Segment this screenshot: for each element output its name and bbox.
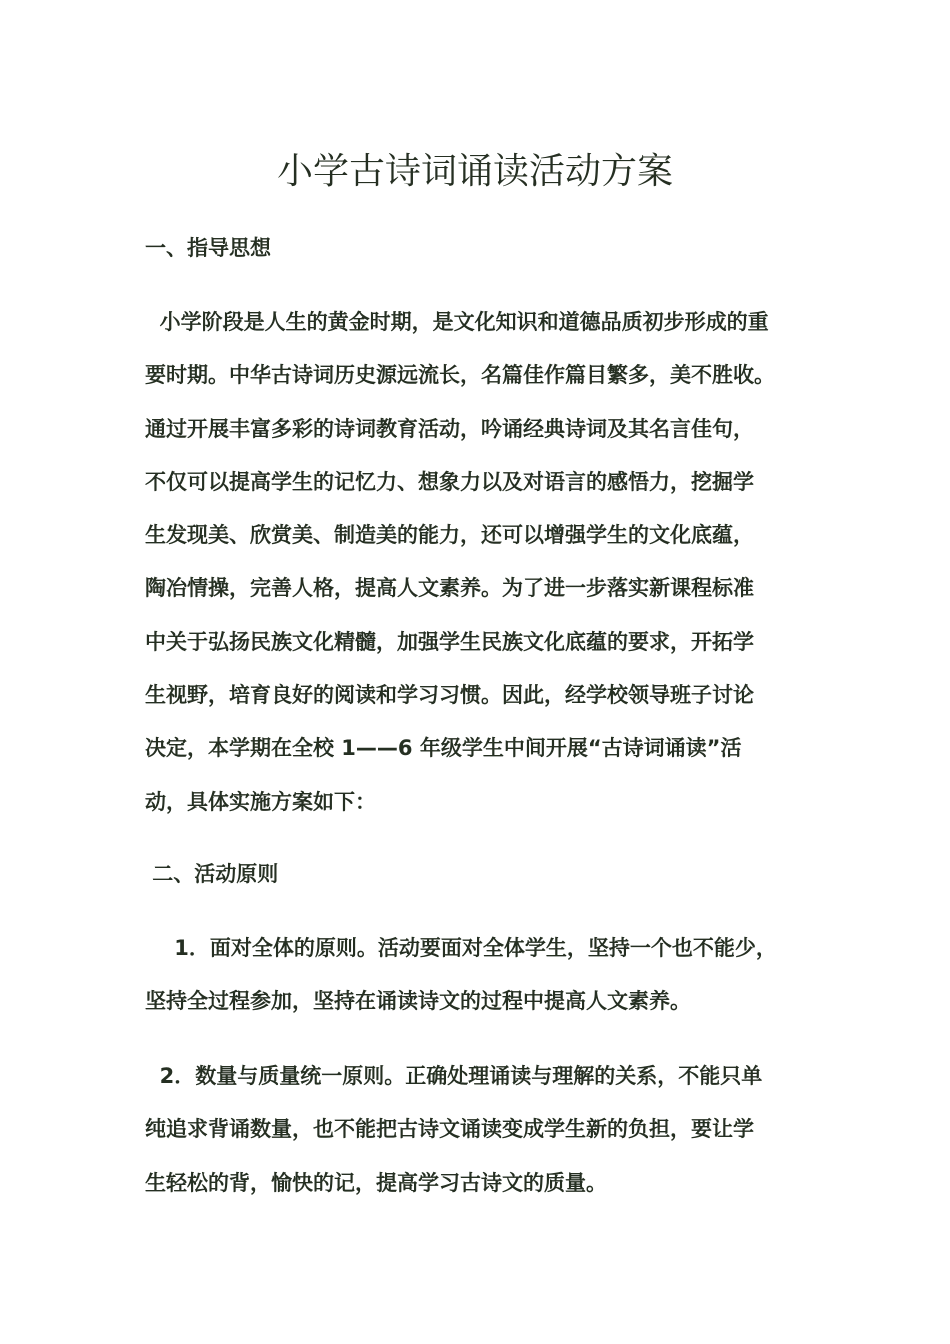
paragraph-line: 陶冶情操，完善人格，提高人文素养。为了进一步落实新课程标准 <box>145 576 754 601</box>
section-heading-guiding-ideology: 一、指导思想 <box>145 236 271 260</box>
document-title: 小学古诗词诵读活动方案 <box>276 151 673 192</box>
paragraph-line: 动，具体实施方案如下： <box>145 789 376 814</box>
paragraph-line: 不仅可以提高学生的记忆力、想象力以及对语言的感悟力，挖掘学 <box>145 469 754 494</box>
paragraph-line: 生视野，培育良好的阅读和学习习惯。因此，经学校领导班子讨论 <box>145 683 754 708</box>
paragraph-line: 生发现美、欣赏美、制造美的能力，还可以增强学生的文化底蕴， <box>145 523 754 548</box>
paragraph-line: 生轻松的背，愉快的记，提高学习古诗文的质量。 <box>145 1170 607 1195</box>
paragraph-line: 2．数量与质量统一原则。正确处理诵读与理解的关系，不能只单 <box>145 1064 763 1088</box>
paragraph-guiding-ideology <box>145 296 805 829</box>
paragraph-line: 小学阶段是人生的黄金时期，是文化知识和道德品质初步形成的重 <box>145 310 769 334</box>
paragraph-principle-2 <box>145 1050 805 1210</box>
paragraph-line: 纯追求背诵数量，也不能把古诗文诵读变成学生新的负担，要让学 <box>145 1117 754 1142</box>
section-heading-activity-principles: 二、活动原则 <box>145 862 279 886</box>
paragraph-line: 坚持全过程参加，坚持在诵读诗文的过程中提高人文素养。 <box>145 989 691 1014</box>
paragraph-line: 通过开展丰富多彩的诗词教育活动，吟诵经典诗词及其名言佳句， <box>145 416 754 441</box>
paragraph-line: 中关于弘扬民族文化精髓，加强学生民族文化底蕴的要求，开拓学 <box>145 629 754 654</box>
paragraph-line: 决定，本学期在全校 1——6 年级学生中间开展“古诗词诵读”活 <box>145 736 742 761</box>
paragraph-principle-1 <box>145 922 805 1029</box>
paragraph-line: 1．面对全体的原则。活动要面对全体学生，坚持一个也不能少， <box>145 936 777 960</box>
paragraph-line: 要时期。中华古诗词历史源远流长，名篇佳作篇目繁多，美不胜收。 <box>145 363 775 388</box>
